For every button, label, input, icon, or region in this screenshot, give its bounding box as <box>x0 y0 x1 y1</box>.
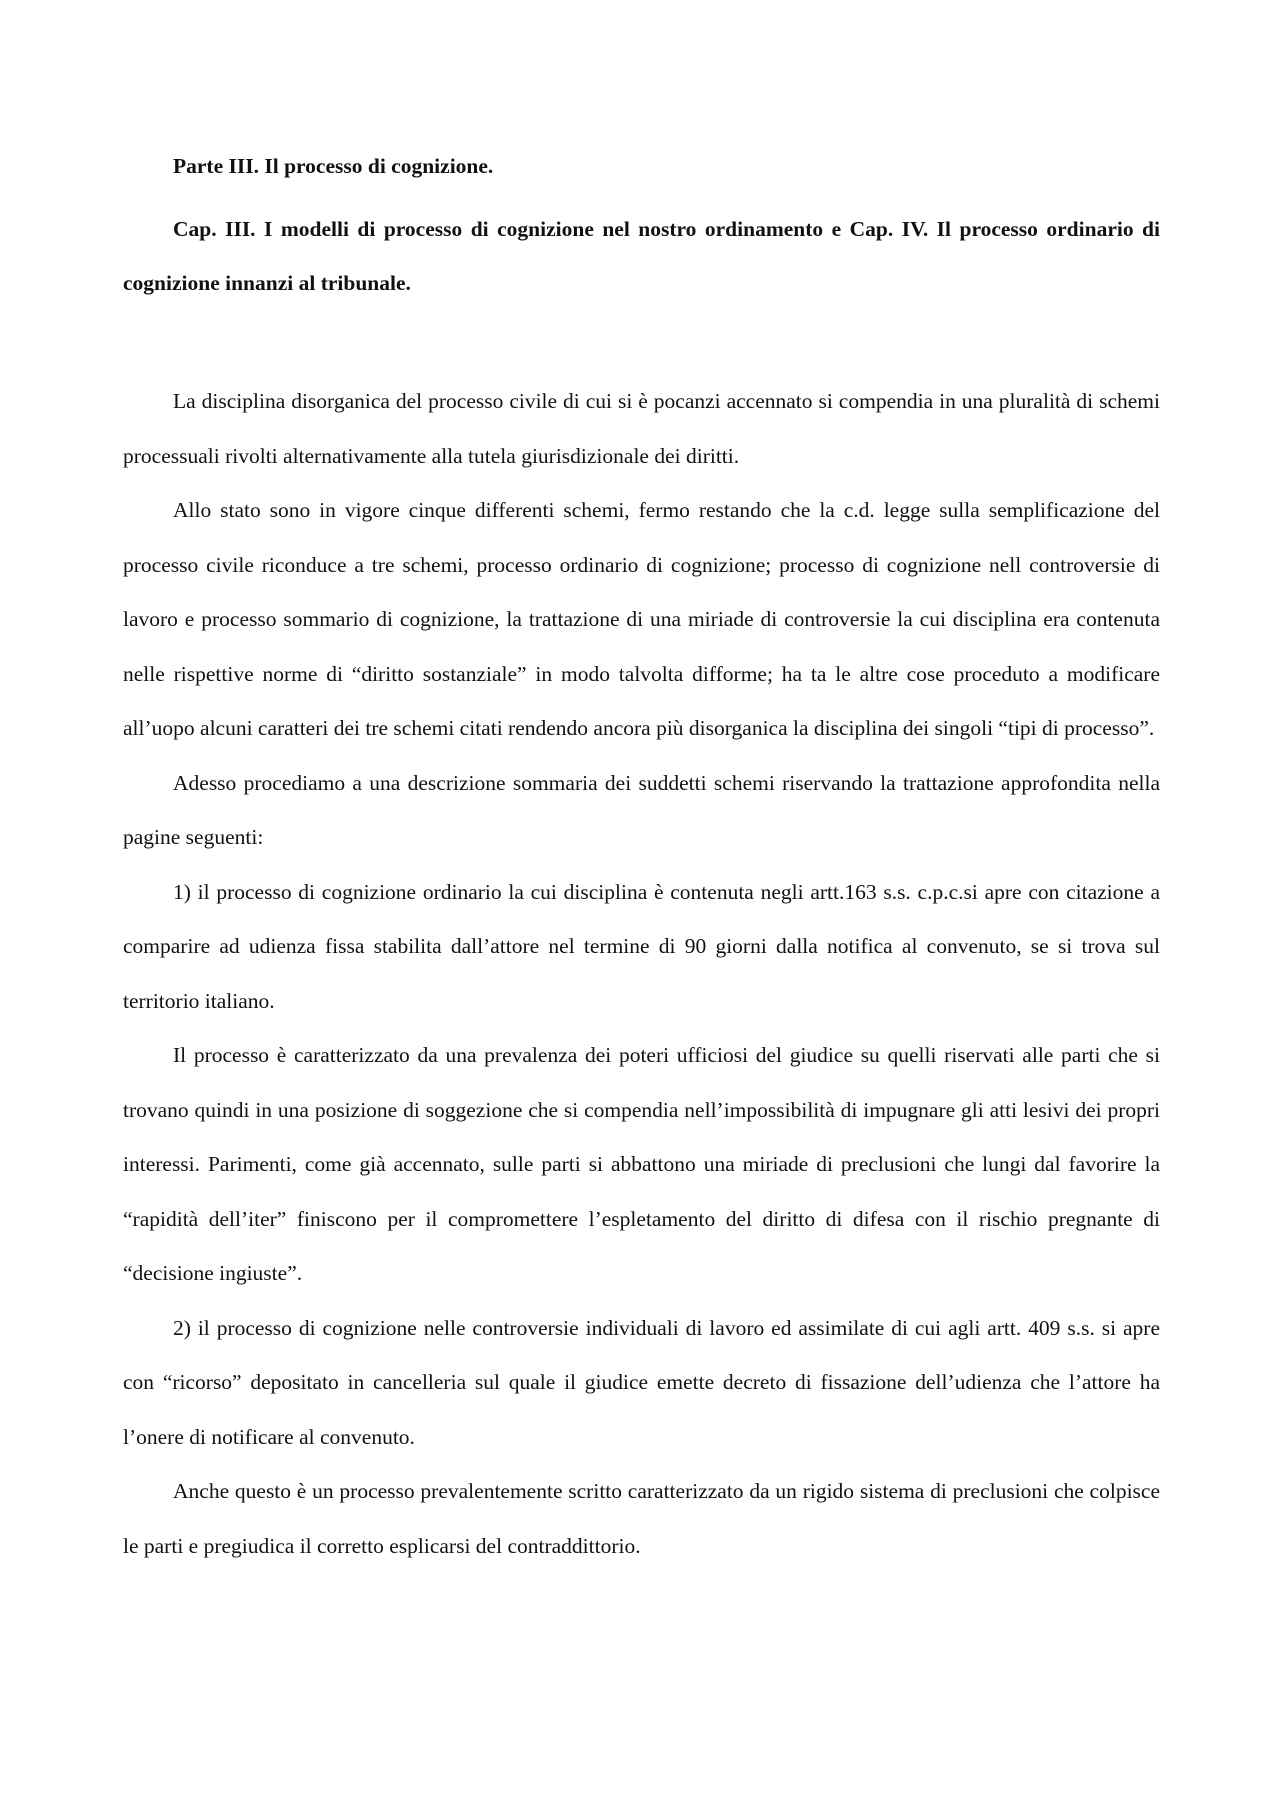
paragraph: 2) il processo di cognizione nelle controversie individuali di lavoro ed assimilate di cui agli artt. 409 s.s. si apre con “ricorso” depositato in cancelleria sul quale il giudice emette decreto di fissazione dell’udienza che l’attore ha l’onere di notificare al convenuto. <box>123 1315 1160 1449</box>
paragraph: 1) il processo di cognizione ordinario la cui disciplina è contenuta negli artt.163 s.s. c.p.c.si apre con citazione a comparire ad udienza fissa stabilita dall’attore nel termine di 90 giorni dalla notifica al convenuto, se si trova sul territorio italiano. <box>123 879 1160 1013</box>
paragraph: Anche questo è un processo prevalentemente scritto caratterizzato da un rigido sistema di preclusioni che colpisce le parti e pregiudica il corretto esplicarsi del contraddittorio. <box>123 1479 1160 1558</box>
paragraph: Il processo è caratterizzato da una prevalenza dei poteri ufficiosi del giudice su quelli riservati alle parti che si trovano quindi in una posizione di soggezione che si compendia nell’impossibilità di impugnare gli atti lesivi dei propri interessi. Parimenti, come già accennato, sulle parti si abbattono una miriade di preclusioni che lungi dal favorire la “rapidità dell’iter” finiscono per il compromettere l’espletamento del diritto di difesa con il rischio pregnante di “decisione ingiuste”. <box>123 1043 1160 1285</box>
paragraph: La disciplina disorganica del processo civile di cui si è pocanzi accennato si compendia in una pluralità di schemi processuali rivolti alternativamente alla tutela giurisdizionale dei diritti. <box>123 389 1160 468</box>
paragraph: Allo stato sono in vigore cinque differenti schemi, fermo restando che la c.d. legge sulla semplificazione del processo civile riconduce a tre schemi, processo ordinario di cognizione; processo di cognizione nell controversie di lavoro e processo sommario di cognizione, la trattazione di una miriade di controversie la cui disciplina era contenuta nelle rispettive norme di “diritto sostanziale” in modo talvolta difforme; ha ta le altre cose proceduto a modificare all’uopo alcuni caratteri dei tre schemi citati rendendo ancora più disorganica la disciplina dei singoli “tipi di processo”. <box>123 498 1160 740</box>
paragraph: Adesso procediamo a una descrizione sommaria dei suddetti schemi riservando la trattazione approfondita nella pagine seguenti: <box>123 770 1160 849</box>
part-heading: Parte III. Il processo di cognizione. <box>173 154 494 178</box>
chapter-heading: Cap. III. I modelli di processo di cognizione nel nostro ordinamento e Cap. IV. Il processo ordinario di cognizione innanzi al tribunale. <box>123 217 1160 295</box>
document-body <box>123 148 1160 1573</box>
